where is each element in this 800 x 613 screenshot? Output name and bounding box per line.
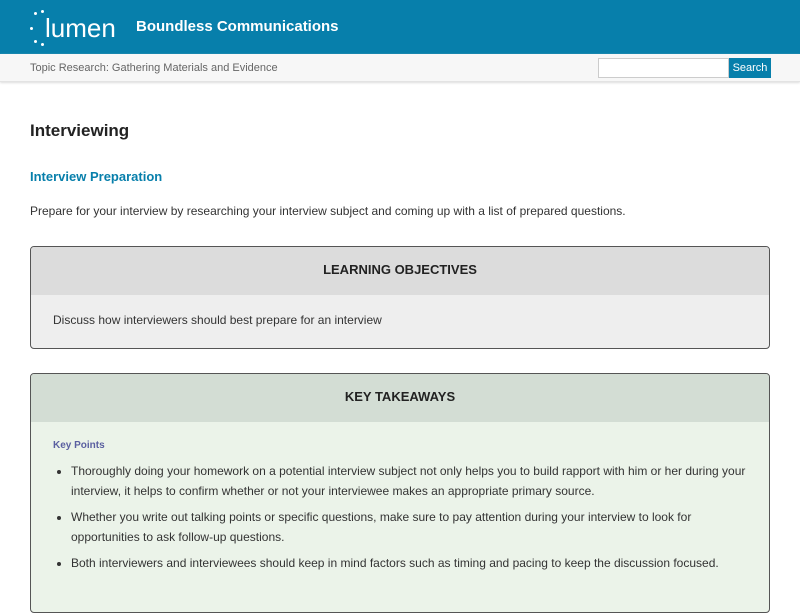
key-takeaways-box xyxy=(30,373,770,613)
takeaways-heading: KEY TAKEAWAYS xyxy=(31,374,769,422)
list-item: • Whether you write out talking points or specific questions, make sure to pay attention during your interview to look for opportunities to ask follow-up questions. xyxy=(71,507,747,547)
search-button[interactable]: Search xyxy=(729,58,771,78)
course-title[interactable]: Boundless Communications xyxy=(136,18,339,35)
top-bar xyxy=(0,0,800,54)
learning-objectives-box xyxy=(30,246,770,349)
intro-text: Prepare for your interview by researching your interview subject and coming up with a list of prepared questions. xyxy=(30,204,626,218)
objective-text: Discuss how interviewers should best prepare for an interview xyxy=(53,313,382,327)
lumen-logo[interactable] xyxy=(30,10,116,46)
key-points-label: Key Points xyxy=(53,440,105,451)
page-title: Interviewing xyxy=(30,121,130,140)
search-input[interactable] xyxy=(598,58,729,78)
key-points-list xyxy=(71,461,747,573)
objectives-heading: LEARNING OBJECTIVES xyxy=(31,247,769,295)
list-item: • Both interviewers and interviewees should keep in mind factors such as timing and pacing to keep the discussion focused. xyxy=(71,553,747,573)
breadcrumb[interactable]: Topic Research: Gathering Materials and Evidence xyxy=(30,62,278,74)
logo-text: lumen xyxy=(45,13,116,43)
section-heading: Interview Preparation xyxy=(30,169,163,184)
list-item: • Thoroughly doing your homework on a potential interview subject not only helps you to build rapport with him or her during your interview, it helps to confirm whether or not your interviewee makes an appropriate primary source. xyxy=(71,461,747,501)
